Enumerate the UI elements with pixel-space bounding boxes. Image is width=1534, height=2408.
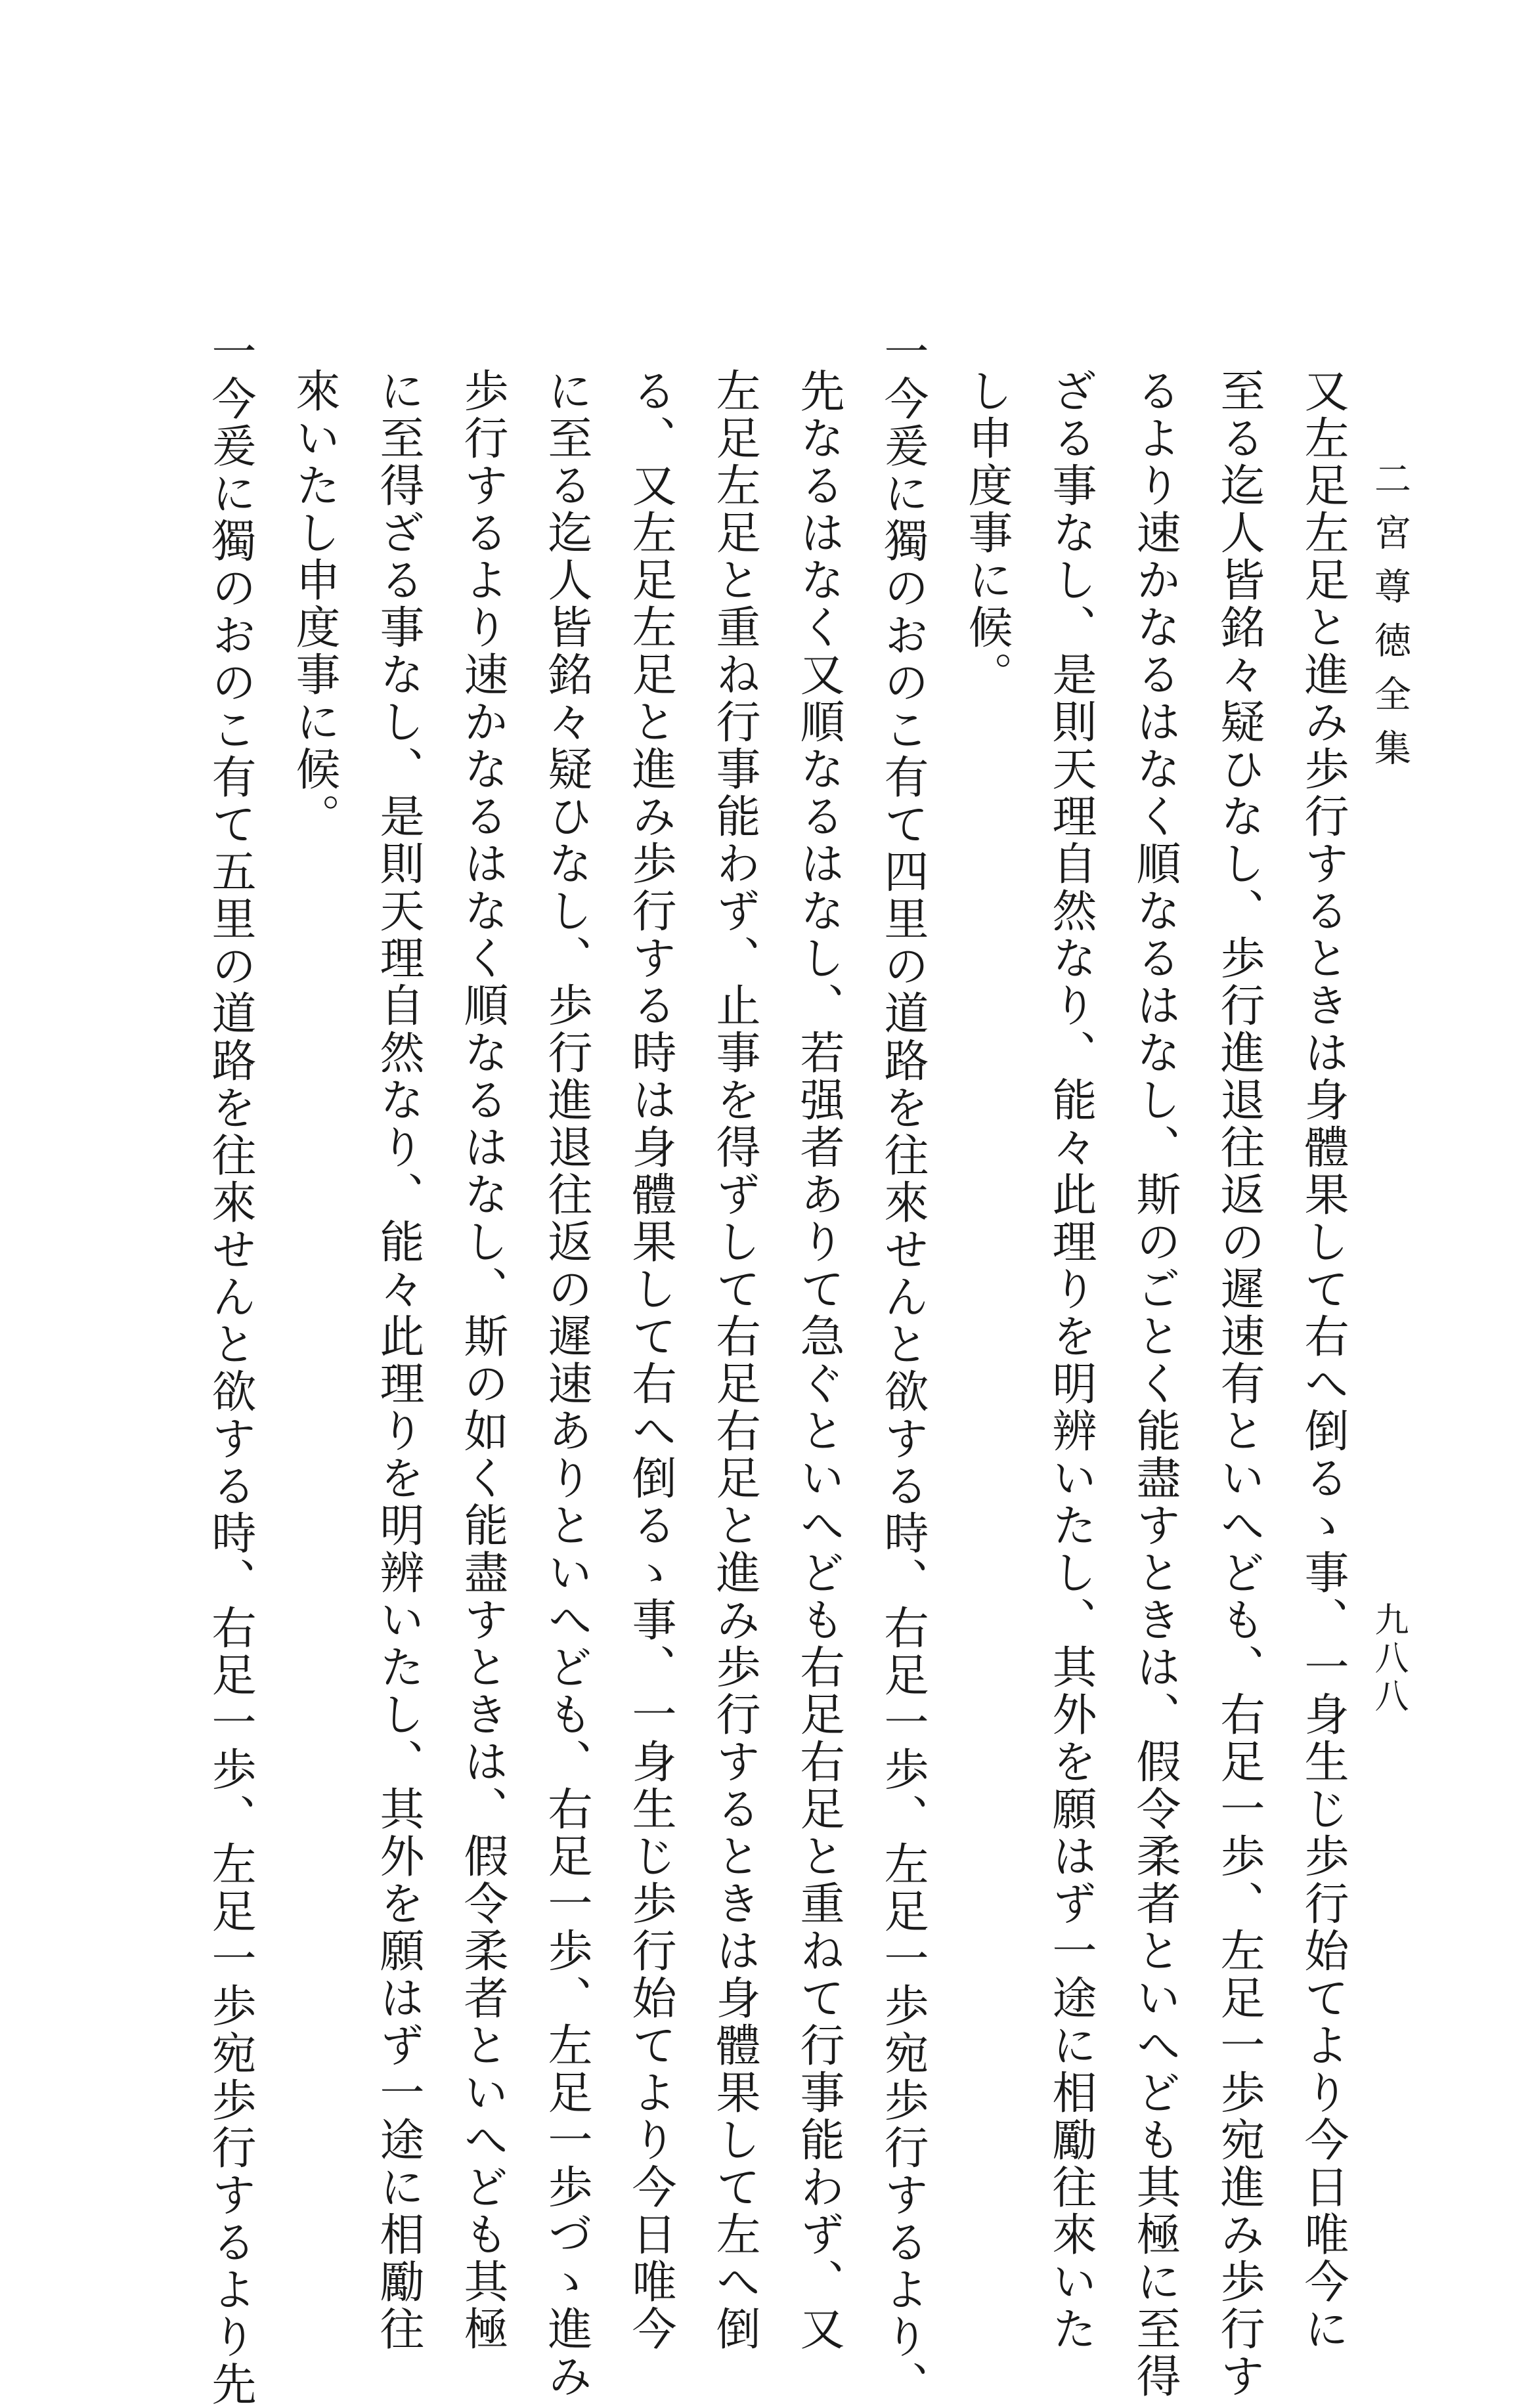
text-column: 至る迄人皆銘々疑ひなし、歩行進退往返の遲速有といへども、右足一歩、左足一歩宛進み歩行す: [1213, 368, 1265, 2400]
text-column: に至得ざる事なし、是則天理自然なり、能々此理りを明辨いたし、其外を願はず一途に相勵往: [372, 368, 424, 2353]
text-column: 左足左足と重ね行事能わず、止事を得ずして右足右足と進み歩行するときは身體果して左へ倒: [709, 368, 760, 2353]
text-column: 一今爰に獨のおのこ有て四里の道路を往來せんと欲する時、右足一歩、左足一歩宛歩行するより、: [877, 328, 929, 2408]
text-column: し申度事に候。: [961, 368, 1013, 699]
text-column: ざる事なし、是則天理自然なり、能々此理りを明辨いたし、其外を願はず一途に相勵往來いた: [1045, 368, 1097, 2353]
text-column: る、又左足左足と進み歩行する時は身體果して右へ倒るゝ事、一身生じ歩行始てより今日唯今: [625, 368, 676, 2353]
text-column: に至る迄人皆銘々疑ひなし、歩行進退往返の遲速ありといへども、右足一歩、左足一歩づゝ進み: [540, 368, 592, 2400]
text-column: 來いたし申度事に候。: [288, 368, 340, 840]
text-column: 又左足左足と進み歩行するときは身體果して右へ倒るゝ事、一身生じ歩行始てより今日唯今に: [1297, 368, 1349, 2353]
text-column: 一今爰に獨のおのこ有て五里の道路を往來せんと欲する時、右足一歩、左足一歩宛歩行するより先: [204, 328, 256, 2408]
book-title: 二宮尊徳全集: [1369, 460, 1411, 783]
text-column: 歩行するより速かなるはなく順なるはなし、斯の如く能盡すときは、假令柔者といへども其極: [456, 368, 508, 2353]
text-column: るより速かなるはなく順なるはなし、斯のごとく能盡すときは、假令柔者といへども其極に至得: [1129, 368, 1181, 2400]
page-number: 九八八: [1369, 1602, 1408, 1716]
text-column: 先なるはなく又順なるはなし、若强者ありて急ぐといへども右足右足と重ねて行事能わず、又: [793, 368, 844, 2353]
